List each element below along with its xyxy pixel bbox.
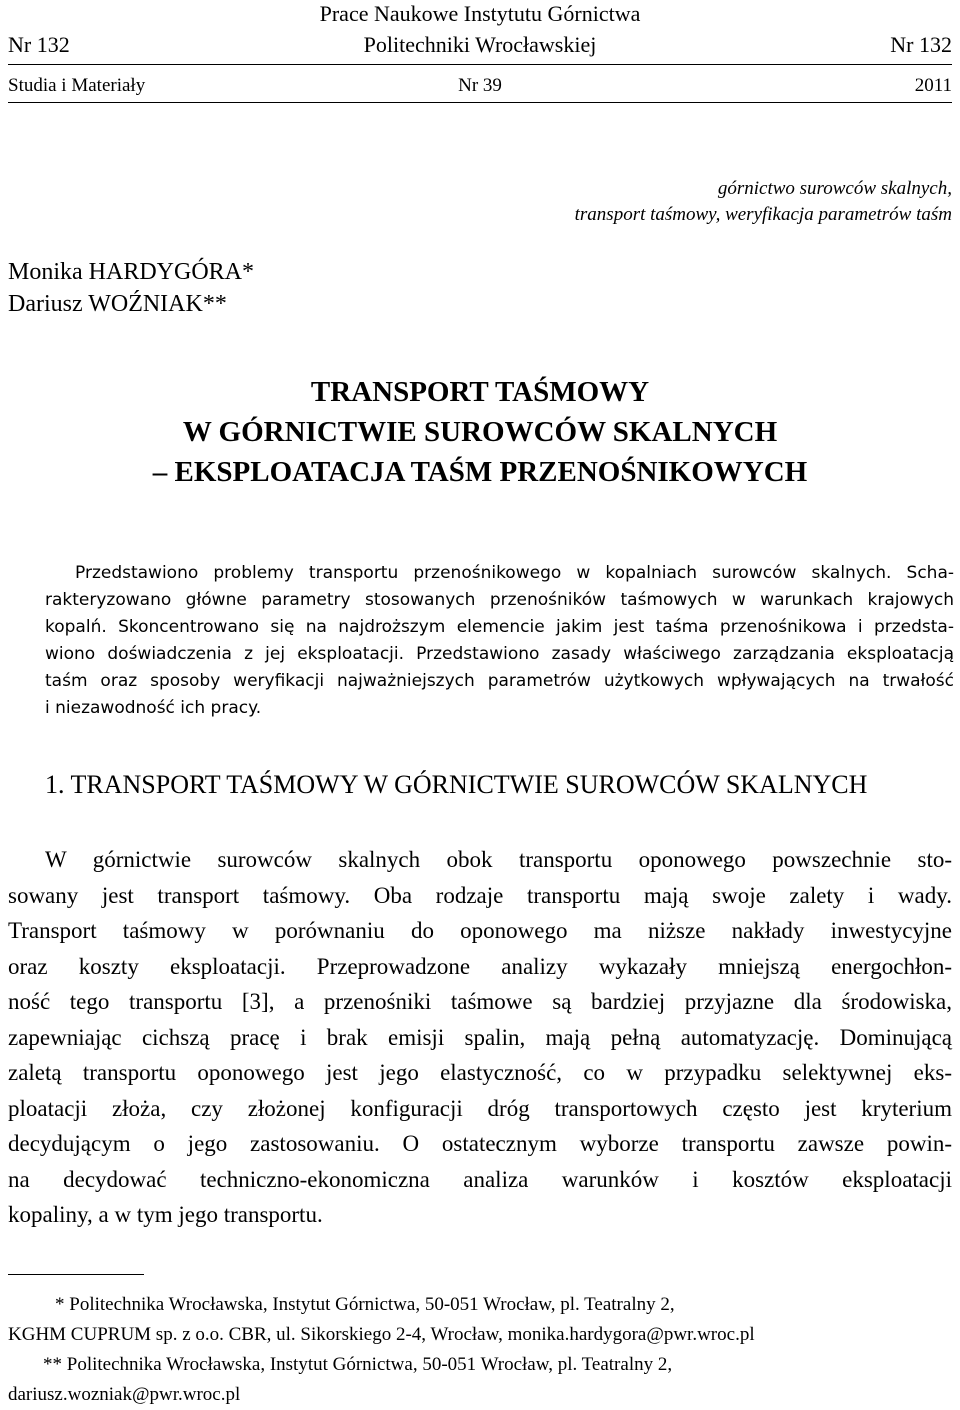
body-line: sowany jest transport taśmowy. Oba rodzaje transportu mają swoje zalety i wady.: [8, 882, 952, 908]
footnote-line: ** Politechnika Wrocławska, Instytut Górnictwa, 50-051 Wrocław, pl. Teatralny 2,: [43, 1354, 673, 1375]
body-line: Transport taśmowy w porównaniu do oponowego ma niższe nakłady inwestycyjne: [8, 918, 952, 943]
institute-name-line1: Prace Naukowe Instytutu Górnictwa: [319, 1, 641, 26]
body-line: ploatacji złoża, czy złożonej konfiguracji dróg transportowych często jest kryterium: [8, 1095, 952, 1121]
footnote-line: * Politechnika Wrocławska, Instytut Górnictwa, 50-051 Wrocław, pl. Teatralny 2,: [55, 1294, 675, 1315]
footnote-line: KGHM CUPRUM sp. z o.o. CBR, ul. Sikorskiego 2-4, Wrocław, monika.hardygora@pwr.wroc.pl: [8, 1324, 755, 1345]
body-paragraph: [8, 842, 952, 1233]
abstract-line: wiono doświadczenia z jej eksploatacji. Przedstawiono zasady właściwego zarządzania eksploatacją: [45, 644, 954, 664]
body-line: W górnictwie surowców skalnych obok transportu oponowego powszechnie sto-: [45, 847, 952, 872]
header-divider-top: [8, 64, 952, 65]
series-name: Studia i Materiały: [8, 75, 146, 96]
abstract-line: kopalń. Skoncentrowano się na najdroższym elemencie jakim jest taśma przenośnikowa i przedsta-: [45, 617, 954, 637]
author-name: Monika HARDYGÓRA*: [8, 259, 254, 285]
issue-number-right: Nr 132: [890, 32, 952, 57]
title-line: W GÓRNICTWIE SUROWCÓW SKALNYCH: [182, 416, 778, 448]
authors: [8, 256, 254, 320]
body-line: oraz koszty eksploatacji. Przeprowadzone analizy wykazały mniejszą energochłon-: [8, 953, 952, 979]
body-line: kopaliny, a w tym jego transportu.: [8, 1202, 323, 1227]
abstract: [45, 560, 954, 722]
body-line: decydującym o jego zastosowaniu. O ostatecznym wyborze transportu zawsze powin-: [8, 1131, 952, 1156]
author-name: Dariusz WOŹNIAK**: [8, 291, 227, 317]
paper-title: [0, 372, 960, 492]
footnote-line: dariusz.wozniak@pwr.wroc.pl: [8, 1384, 241, 1405]
keywords-line: transport taśmowy, weryfikacja parametrów taśm: [574, 204, 952, 225]
abstract-line: taśm oraz sposoby weryfikacji najważniejszych parametrów użytkowych wpływających na trwałość: [45, 671, 954, 691]
title-line: TRANSPORT TAŚMOWY: [310, 376, 650, 408]
footnote-divider: [8, 1274, 144, 1275]
header-row-numbers: [8, 30, 952, 60]
keywords: [575, 176, 952, 228]
footnotes: [8, 1290, 952, 1410]
abstract-line: i niezawodność ich pracy.: [45, 698, 262, 718]
issue-number-left: Nr 132: [8, 32, 70, 57]
institute-name-line2: Politechniki Wrocławskiej: [363, 32, 597, 57]
body-line: ność tego transportu [3], a przenośniki taśmowe są bardziej przyjazne dla środowiska,: [8, 989, 952, 1014]
header-row-series: [8, 71, 952, 101]
abstract-line: rakteryzowano główne parametry stosowanych przenośników taśmowych w warunkach krajowych: [45, 590, 954, 610]
keywords-line: górnictwo surowców skalnych,: [717, 178, 952, 199]
body-line: zapewniając cichszą pracę i brak emisji spalin, mają pełną automatyzację. Dominującą: [8, 1024, 952, 1050]
section-heading: 1. TRANSPORT TAŚMOWY W GÓRNICTWIE SUROWCÓW SKALNYCH: [45, 770, 868, 799]
header-divider-bottom: [8, 102, 952, 103]
abstract-line: Przedstawiono problemy transportu przenośnikowego w kopalniach surowców skalnych. Scha-: [75, 563, 954, 583]
series-number: Nr 39: [458, 75, 502, 96]
title-line: – EKSPLOATACJA TAŚM PRZENOŚNIKOWYCH: [152, 456, 808, 488]
publication-year: 2011: [914, 75, 952, 96]
body-line: na decydować techniczno-ekonomiczna analiza warunków i kosztów eksploatacji: [8, 1166, 952, 1192]
body-line: zaletą transportu oponowego jest jego elastyczność, co w przypadku selektywnej eks-: [8, 1060, 952, 1085]
